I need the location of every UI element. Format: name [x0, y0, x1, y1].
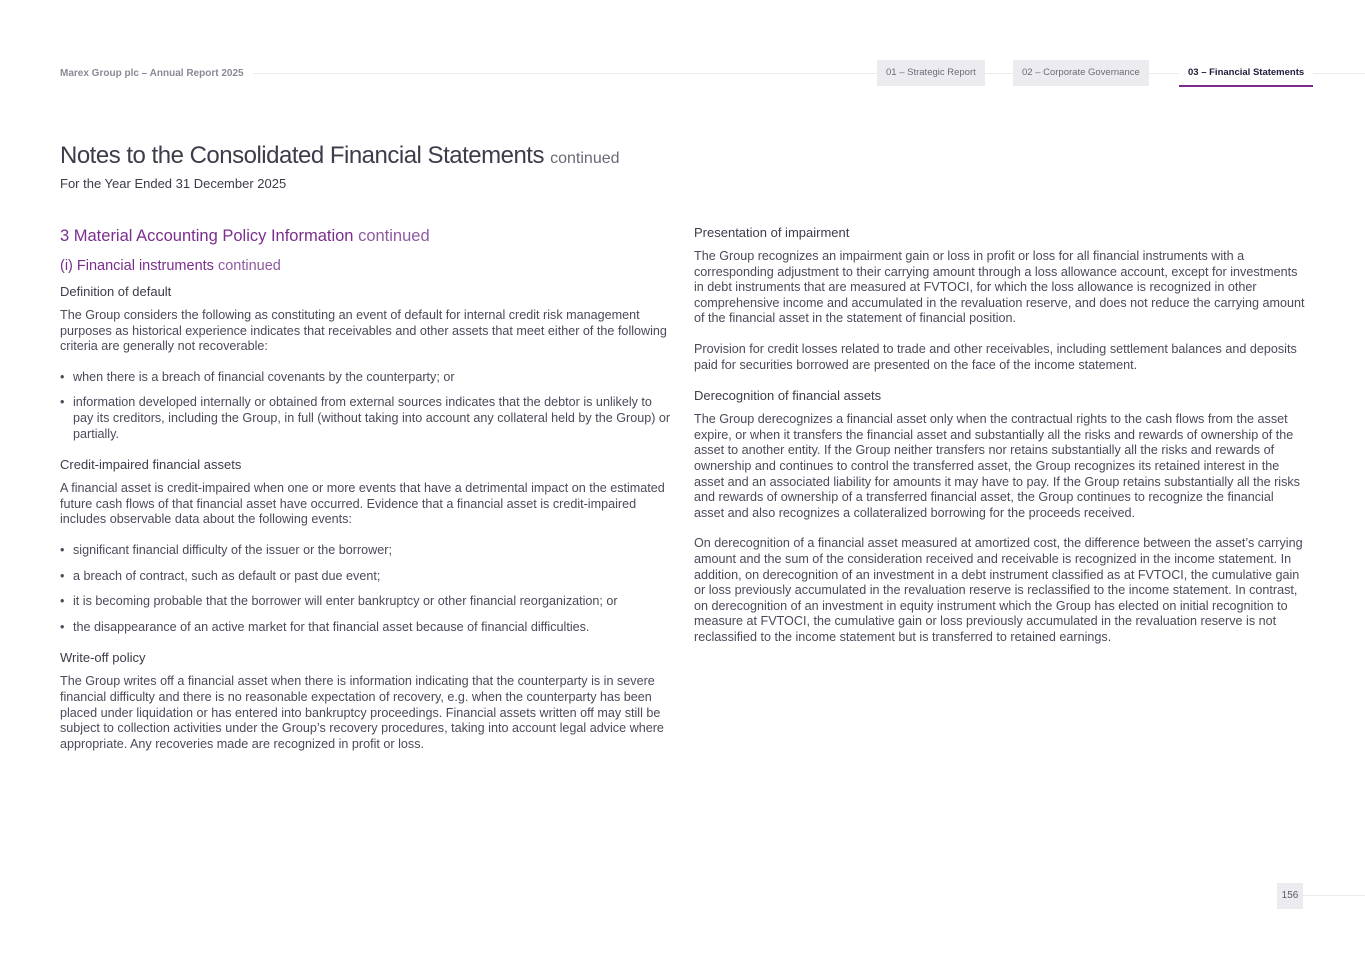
list-item: • it is becoming probable that the borrower will enter bankruptcy or other financial reorganization; or — [60, 594, 672, 610]
tab-strategic-report[interactable]: 01 – Strategic Report — [877, 60, 985, 86]
top-bar — [0, 0, 1365, 100]
default-criteria-list — [60, 370, 672, 442]
subsection-heading-text: (i) Financial instruments — [60, 258, 214, 274]
list-item: • information developed internally or obtained from external sources indicates that the debtor is unlikely to pay its creditors, including the Group, in full (without taking into account any collateral held by the Group) or partially. — [60, 395, 672, 442]
impairment-paragraph-1: The Group recognizes an impairment gain or loss in profit or loss for all financial instruments with a corresponding adjustment to their carrying amount through a loss allowance account, except for investments in debt instruments that are measured at FVTOCI, for which the loss allowance is recognized in other comprehensive income and accumulated in the revaluation reserve, and does not reduce the carrying amount of the financial asset in the statement of financial position. — [694, 249, 1305, 326]
subsection-heading-continued: continued — [217, 258, 281, 274]
derecognition-paragraph-1: The Group derecognizes a financial asset only when the contractual rights to the cash flows from the asset expire, or when it transfers the financial asset and substantially all the risks and rewards of ownership of the asset to another entity. If the Group neither transfers nor retains substantially all the risks and rewards of ownership and continues to control the transferred asset, the Group recognizes its retained interest in the asset and an associated liability for amounts it may have to pay. If the Group retains substantially all the risks and rewards of ownership of a transferred financial asset, the Group continues to recognize the financial asset and also recognizes a collateralized borrowing for the proceeds received. — [694, 412, 1300, 520]
section-heading-text: 3 Material Accounting Policy Information — [60, 227, 354, 245]
list-item: • the disappearance of an active market for that financial asset because of financial difficulties. — [60, 620, 672, 636]
left-column — [60, 225, 672, 767]
derecognition-paragraph-2: On derecognition of a financial asset measured at amortized cost, the difference between the asset’s carrying amount and the sum of the consideration received and receivable is recognized in the income statement. In addition, on derecognition of an investment in a debt instrument classified as at FVTOCI, the cumulative gain or loss previously accumulated in the revaluation reserve is reclassified to the income statement. In contrast, on derecognition of an investment in equity instrument which the Group has elected on initial recognition to measure at FVTOCI, the cumulative gain or loss previously accumulated in the revaluation reserve is not reclassified to the income statement but is transferred to retained earnings. — [694, 536, 1303, 644]
tab-corporate-governance[interactable]: 02 – Corporate Governance — [1013, 60, 1149, 86]
write-off-body: The Group writes off a financial asset when there is information indicating that the counterparty is in severe financial difficulty and there is no reasonable expectation of recovery, e.g. when the counterparty has been placed under liquidation or has entered into bankruptcy proceedings. Financial assets written off may still be subject to collection activities under the Group’s recovery procedures, taking into account legal advice where appropriate. Any recoveries made are recognized in profit or loss. — [60, 674, 664, 751]
page-title — [60, 142, 620, 170]
derecognition-heading: Derecognition of financial assets — [694, 388, 882, 404]
list-item: • when there is a breach of financial covenants by the counterparty; or — [60, 370, 672, 386]
impairment-paragraph-2: Provision for credit losses related to trade and other receivables, including settlement balances and deposits paid for securities borrowed are presented on the face of the income statement. — [694, 341, 1297, 372]
credit-impaired-intro: A financial asset is credit-impaired when one or more events that have a detrimental impact on the estimated future cash flows of that financial asset have occurred. Evidence that a financial asset is credit-impaired includes observable data about the following events: — [60, 481, 665, 527]
write-off-heading: Write-off policy — [60, 650, 146, 666]
report-name: Marex Group plc – Annual Report 2025 — [60, 68, 252, 79]
page-number: 156 — [1277, 883, 1303, 909]
subsection-heading — [60, 256, 672, 276]
right-column — [694, 225, 1306, 660]
default-heading: Definition of default — [60, 284, 172, 299]
credit-impaired-events-list — [60, 543, 672, 635]
tab-financial-statements[interactable]: 03 – Financial Statements — [1179, 60, 1313, 87]
page-title-continued: continued — [550, 150, 620, 167]
page-title-text: Notes to the Consolidated Financial Statements — [60, 142, 544, 169]
impairment-heading: Presentation of impairment — [694, 225, 850, 240]
list-item: • significant financial difficulty of the issuer or the borrower; — [60, 543, 672, 559]
list-item: • a breach of contract, such as default or past due event; — [60, 569, 672, 585]
credit-impaired-heading: Credit-impaired financial assets — [60, 457, 242, 473]
section-heading — [60, 225, 672, 247]
page-subtitle: For the Year Ended 31 December 2025 — [60, 176, 287, 191]
default-intro: The Group considers the following as constituting an event of default for internal credit risk management purposes as historical experience indicates that receivables and other assets that meet either of the following criteria are generally not recoverable: — [60, 308, 667, 354]
section-heading-continued: continued — [358, 227, 430, 245]
